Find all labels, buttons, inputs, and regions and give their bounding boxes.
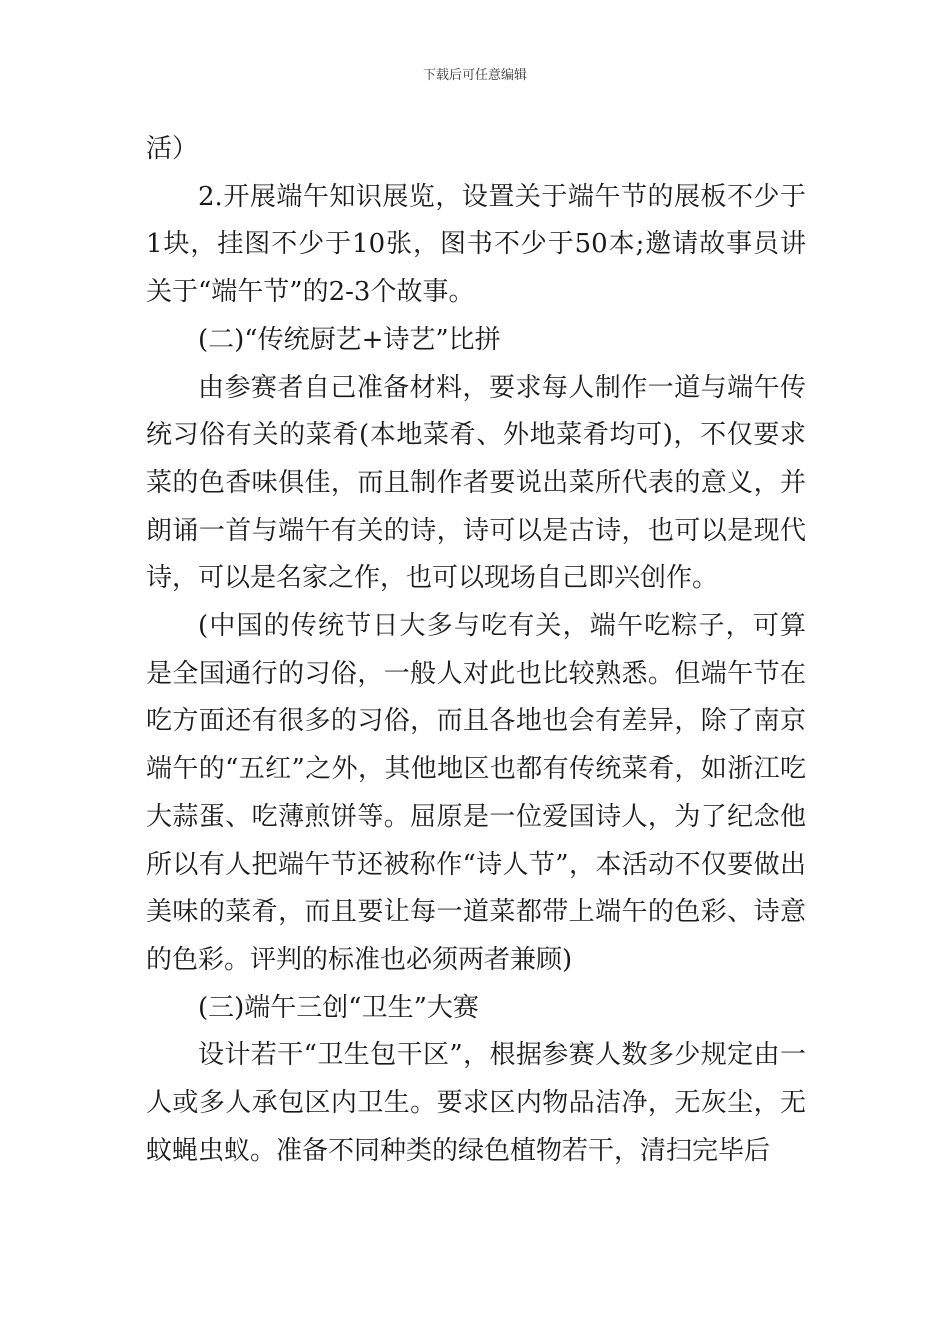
paragraph-continuation: 活） xyxy=(146,134,199,164)
document-body xyxy=(146,126,806,1175)
paragraph-cooking-rules: 由参赛者自己准备材料，要求每人制作一道与端午传统习俗有关的菜肴(本地菜肴、外地菜肴均可)，不仅要求菜的色香味俱佳，而且制作者要说出菜所代表的意义，并朗诵一首与端午有关的诗，诗可以是古诗，也可以是现代诗，可以是名家之作，也可以现场自己即兴创作。 xyxy=(146,372,806,594)
page-header: 下载后可任意编辑 xyxy=(422,68,527,83)
paragraph-exhibition: 2.开展端午知识展览，设置关于端午节的展板不少于1块，挂图不少于10张，图书不少于50本;邀请故事员讲关于“端午节”的2-3个故事。 xyxy=(146,181,806,308)
paragraph-hygiene-rules: 设计若干“卫生包干区”，根据参赛人数多少规定由一人或多人承包区内卫生。要求区内物品洁净，无灰尘，无蚊蝇虫蚁。准备不同种类的绿色植物若干，清扫完毕后 xyxy=(146,1040,806,1166)
section-heading-hygiene: (三)端午三创“卫生”大赛 xyxy=(198,992,479,1023)
paragraph-cooking-notes: (中国的传统节日大多与吃有关，端午吃粽子，可算是全国通行的习俗，一般人对此也比较熟悉。但端午节在吃方面还有很多的习俗，而且各地也会有差异，除了南京端午的“五红”之外，其他地区也都有传统菜肴，如浙江吃大蒜蛋、吃薄煎饼等。屈原是一位爱国诗人，为了纪念他所以有人把端午节还被称作“诗人节”，本活动不仅要做出美味的菜肴，而且要让每一道菜都带上端午的色彩、诗意的色彩。评判的标准也必须两者兼顾) xyxy=(146,611,806,975)
section-heading-cooking-poetry: (二)“传统厨艺+诗艺”比拼 xyxy=(198,324,501,355)
